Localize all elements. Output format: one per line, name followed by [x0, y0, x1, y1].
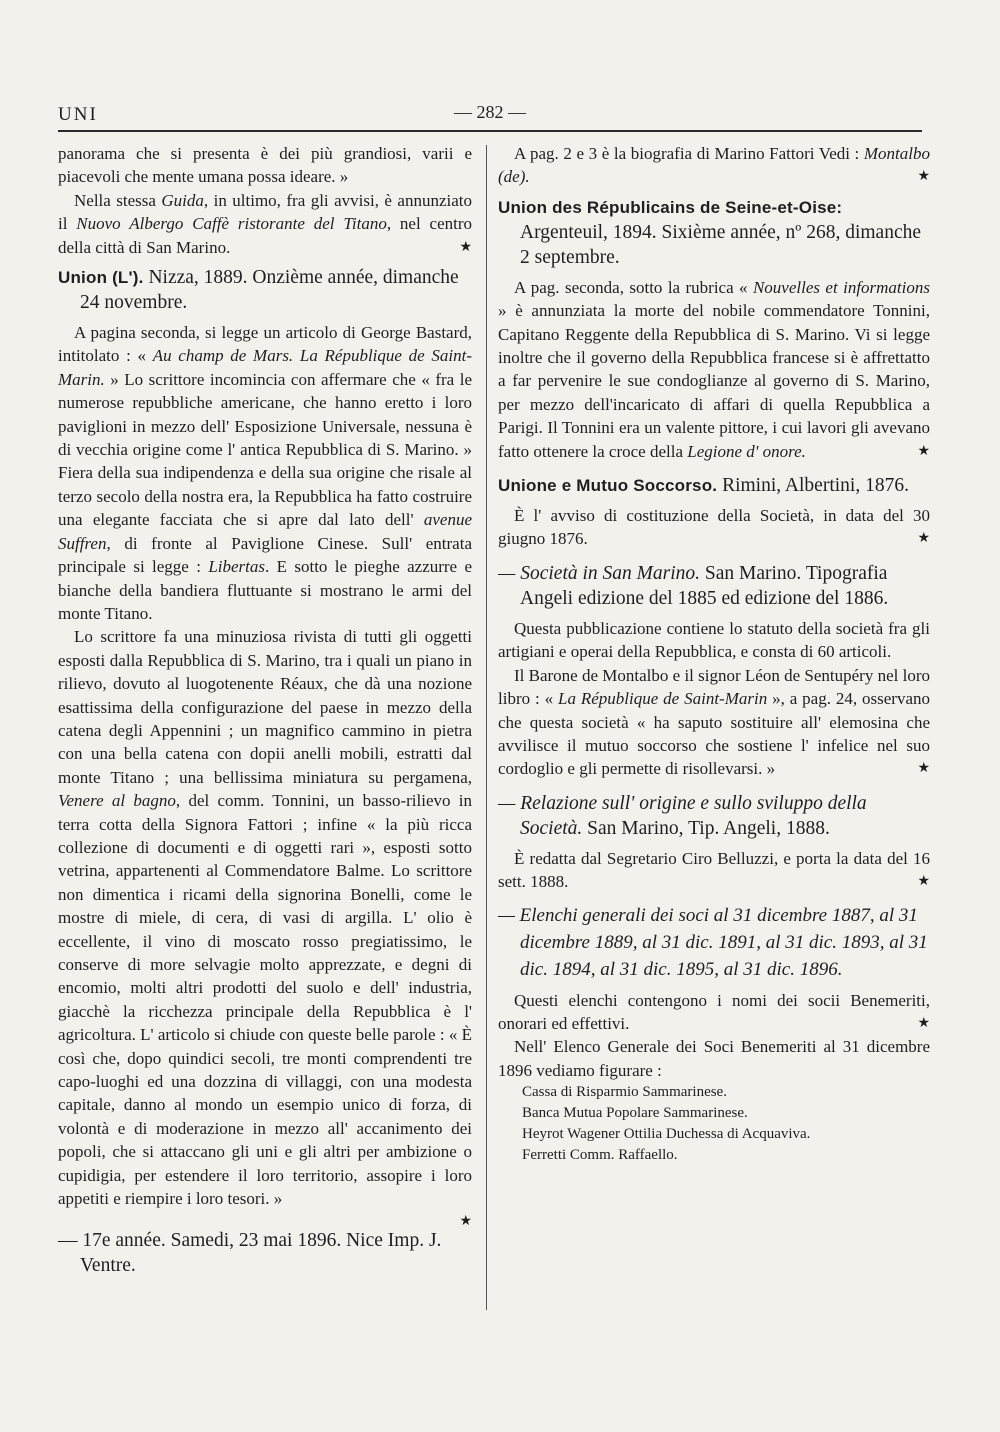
page-header	[58, 100, 922, 130]
entry-heading: — 17e année. Samedi, 23 mai 1896. Nice Imp. J. Ventre.	[58, 1230, 442, 1277]
paragraph: Nell' Elenco Generale dei Soci Benemeriti al 31 dicembre 1896 vediamo figurare :	[498, 1037, 930, 1080]
paragraph: A pag. seconda, sotto la rubrica « Nouvelles et informations » è annunziata la morte del nobile commendatore Tonnini, Capitano Reggente della Repubblica di S. Marino. Vi si legge inoltre che il governo della Repubblica francese si è affrettatto a far pervenire le sue condoglianze al governo di S. Marino, per mezzo dell'incaricato di affari di quella Repubblica a Parigi. Il Tonnini era un valente pittore, i cui lavori gli avevano fatto ottenere la croce della Legione d' onore. ★	[498, 276, 930, 463]
paragraph: Lo scrittore fa una minuziosa rivista di tutti gli oggetti esposti dalla Repubblica di S. Marino, tra i quali un piano in rilievo, dovuto al luogotenente Réaux, che dà una nozione esattissima della configurazione del paese in mezzo della catena degli Appennini ; un magnifico cammino in pietra con una bella catena con dopii anelli mobili, estratti dal monte Titano ; una bellissima miniatura su pergamena, Venere al bagno, del comm. Tonnini, un basso-rilievo in terra cotta della Signora Fattori ; infine « la più ricca collezione di documenti e di oggetti rari », esposti sotto vetrina, appartenenti al Commendatore Balme. Lo scrittore non dimentica i ricami della signorina Bonelli, come le mostre di miele, di cera, di vasi di argilla. L' olio è eccellente, il vino di moscato rosso pregiatissimo, le conserve di more selvagie molto apprezzate, e degni di encomio, molti altri prodotti del suolo e dell' industria, giacchè la ricchezza principale della Repubblica è l' agricoltura. L' articolo si chiude con queste belle parole : « È così che, dopo quindici secoli, tre monti comprendenti tre capo-luoghi ed una dozzina di villaggi, con una modesta capitale, danno al mondo un esempio unico di forza, di volontà e di moderazione in mezzo all' accanimento dei popoli, che si attaccano gli uni e gli altri per ambizione o cupidigia, per estendere il loro territorio, assopire i loro appetiti e riempire i loro tesori. »	[58, 627, 472, 1209]
star-icon: ★	[917, 169, 930, 185]
star-icon: ★	[917, 874, 930, 890]
left-column	[58, 142, 472, 1278]
paragraph: A pag. 2 e 3 è la biografia di Marino Fattori Vedi : Montalbo (de). ★	[498, 142, 930, 189]
page-number: — 282 —	[454, 102, 526, 122]
entry-heading: Union des Républicains de Seine-et-Oise: Argenteuil, 1894. Sixième année, nº 268, dimanche 2 septembre.	[498, 197, 922, 268]
running-head: UNI	[58, 104, 98, 125]
member-list	[498, 1082, 930, 1166]
paragraph: Questa pubblicazione contiene lo statuto della società fra gli artigiani e operai della Repubblica, e consta di 60 articoli.	[498, 618, 930, 662]
star-line	[58, 1210, 472, 1230]
column-divider	[486, 145, 487, 1310]
paragraph: panorama che si presenta è dei più grandiosi, varii e piacevoli che mente umana possa ideare. »	[58, 144, 472, 187]
list-item: Ferretti Comm. Raffaello.	[522, 1147, 678, 1164]
entry-heading: — Società in San Marino. San Marino. Tipografia Angeli edizione del 1885 ed edizione del 1886.	[498, 562, 889, 609]
star-icon: ★	[917, 1015, 930, 1031]
paragraph: Nella stessa Guida, in ultimo, fra gli avvisi, è annunziato il Nuovo Albergo Caffè ristorante del Titano, nel centro della città di San Marino. ★	[58, 189, 472, 259]
entry-heading: Unione e Mutuo Soccorso. Rimini, Albertini, 1876.	[498, 475, 909, 497]
paragraph: È l' avviso di costituzione della Società, in data del 30 giugno 1876. ★	[498, 504, 930, 551]
star-icon: ★	[917, 531, 930, 547]
star-icon: ★	[917, 761, 930, 777]
paragraph: Il Barone de Montalbo e il signor Léon de Sentupéry nel loro libro : « La République de Saint-Marin », a pag. 24, osservano che questa società « ha saputo sostituire all' elemosina che avvilisce il mutuo soccorso che sostiene l' infelice nel suo cordoglio e gli permette di risollevarsi. » ★	[498, 664, 930, 781]
list-item: Cassa di Risparmio Sammarinese.	[522, 1084, 727, 1101]
right-column	[498, 142, 930, 1166]
paragraph: A pagina seconda, si legge un articolo di George Bastard, intitolato : « Au champ de Mars. La République de Saint-Marin. » Lo scrittore incomincia con affermare che « fra le numerose repubbliche americane, che hanno eretto i loro paviglioni in mezzo dell' Esposizione Universale, nessuna è di vecchia origine come l' antica Repubblica di S. Marino. » Fiera della sua indipendenza e della sua origine che risale al terzo secolo della nostra era, la Repubblica ha fatto costruire una elegante facciata che si apre dal lato dell' avenue Suffren, di fronte al Paviglione Cinese. Sull' entrata principale si legge : Libertas. E sotto le pieghe azzurre e bianche della bandiera fluttuante si mostrano le armi del monte Titano.	[58, 323, 473, 623]
paragraph: È redatta dal Segretario Ciro Belluzzi, e porta la data del 16 sett. 1888. ★	[498, 847, 930, 894]
entry-heading: — Relazione sull' origine e sullo sviluppo della Società. San Marino, Tip. Angeli, 1888.	[498, 792, 867, 839]
star-icon: ★	[917, 443, 930, 459]
star-icon: ★	[459, 1214, 472, 1230]
list-item: Banca Mutua Popolare Sammarinese.	[522, 1105, 748, 1122]
list-item: Heyrot Wagener Ottilia Duchessa di Acquaviva.	[522, 1126, 811, 1143]
paragraph: Questi elenchi contengono i nomi dei socii Benemeriti, onorari ed effettivi. ★	[498, 989, 930, 1036]
star-icon: ★	[459, 239, 472, 255]
header-rule	[58, 130, 922, 132]
entry-heading: — Elenchi generali dei soci al 31 dicembre 1887, al 31 dicembre 1889, al 31 dic. 1891, al 31 dic. 1893, al 31 dic. 1894, al 31 dic. 1895, al 31 dic. 1896.	[498, 904, 928, 980]
entry-heading: Union (L'). Nizza, 1889. Onzième année, dimanche 24 novembre.	[58, 267, 459, 314]
